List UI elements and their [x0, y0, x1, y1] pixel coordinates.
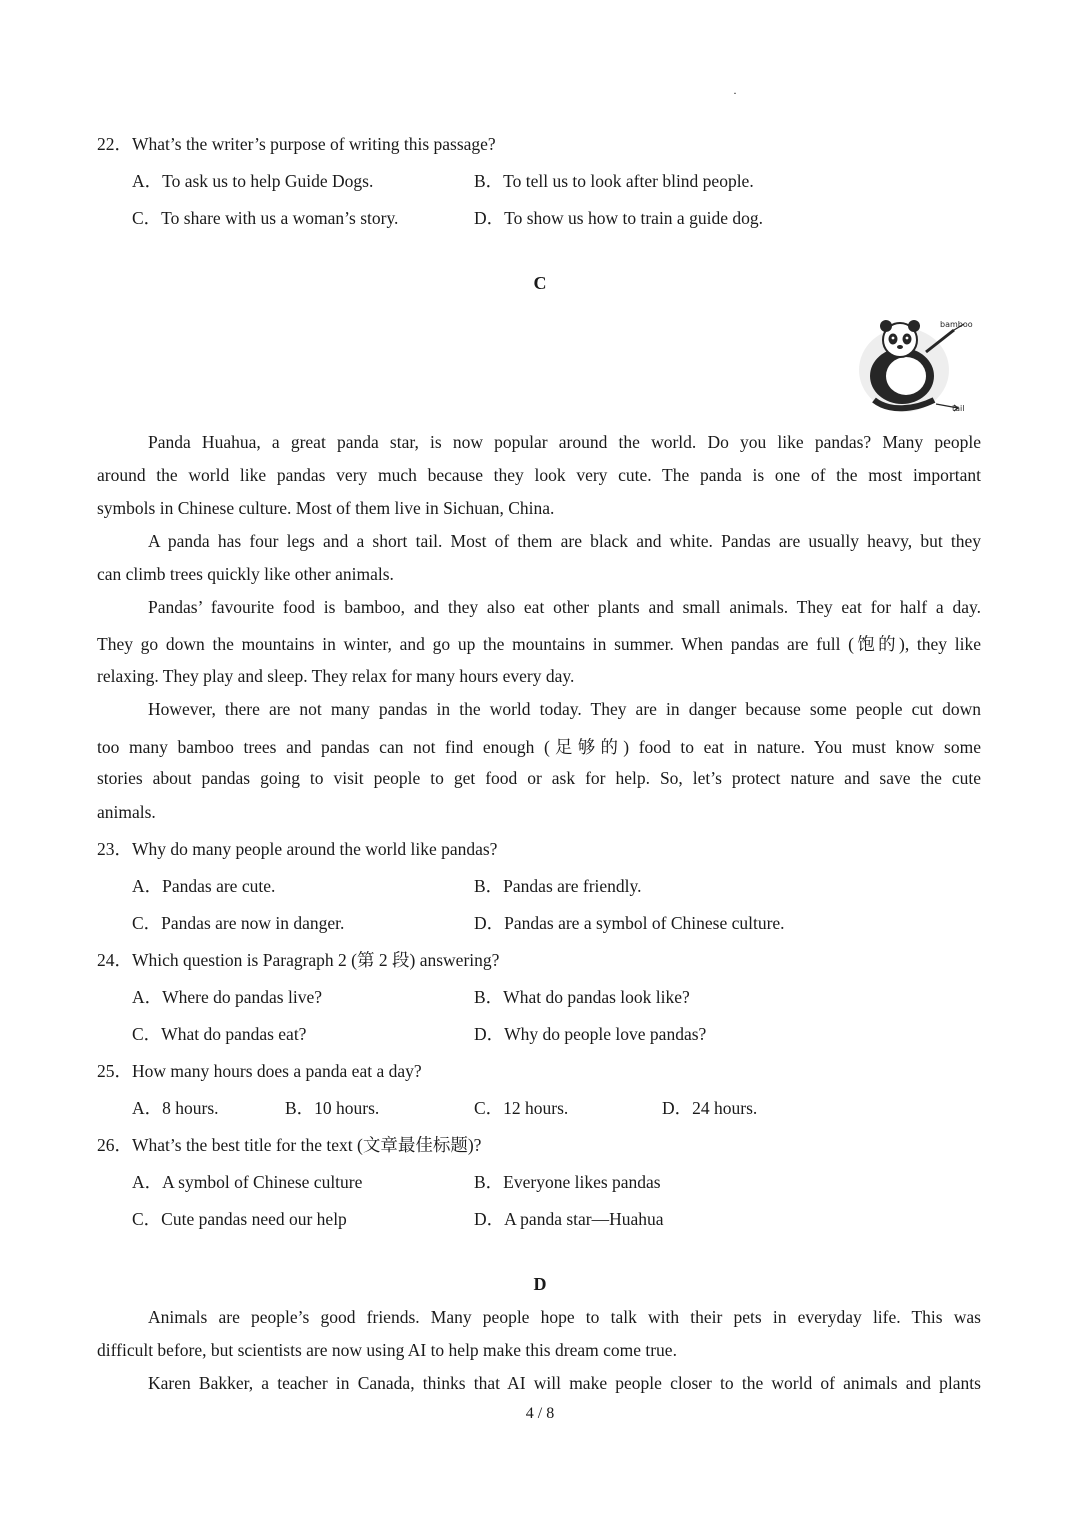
q24-option-b: B．What do pandas look like?	[474, 987, 690, 1007]
tail-label: tail	[952, 404, 965, 413]
q22-option-d: D．To show us how to train a guide dog.	[474, 208, 763, 228]
page-number: 4 / 8	[525, 1405, 555, 1422]
q23-option-d: D．Pandas are a symbol of Chinese culture.	[474, 913, 785, 933]
section-c-paragraph-2-line-1: A panda has four legs and a short tail. Most of them are black and white. Pandas are usually heavy, but they	[148, 531, 981, 551]
q25-option-c: C．12 hours.	[474, 1098, 569, 1118]
section-d-paragraph-2-line-1: Karen Bakker, a teacher in Canada, thinks that AI will make people closer to the world of animals and plants	[148, 1373, 981, 1393]
section-c-paragraph-1-line-3: symbols in Chinese culture. Most of them live in Sichuan, China.	[97, 498, 555, 518]
q23-option-b: B．Pandas are friendly.	[474, 876, 642, 896]
section-c-paragraph-4-line-2: too many bamboo trees and pandas can not find enough (足够的) food to eat in nature. You must know some	[97, 737, 981, 757]
section-c-paragraph-3-line-2: They go down the mountains in winter, and go up the mountains in summer. When pandas are full (饱的), they like	[97, 634, 981, 654]
q22-option-c: C．To share with us a woman’s story.	[132, 208, 399, 228]
section-c-paragraph-3-line-1: Pandas’ favourite food is bamboo, and they also eat other plants and small animals. They eat for half a day.	[148, 597, 981, 617]
q24-option-d: D．Why do people love pandas?	[474, 1024, 707, 1044]
q24-option-a: A．Where do pandas live?	[132, 987, 322, 1007]
q23-option-a: A．Pandas are cute.	[132, 876, 276, 896]
question-23: 23．Why do many people around the world like pandas?	[97, 839, 498, 859]
section-c-heading: C	[533, 273, 547, 293]
q23-option-c: C．Pandas are now in danger.	[132, 913, 345, 933]
question-22: 22．What’s the writer’s purpose of writing this passage?	[97, 134, 496, 154]
q24-option-c: C．What do pandas eat?	[132, 1024, 307, 1044]
q26-option-c: C．Cute pandas need our help	[132, 1209, 347, 1229]
question-26: 26．What’s the best title for the text (文章最佳标题)?	[97, 1135, 482, 1155]
stray-mark: ·	[733, 86, 737, 100]
q25-option-d: D．24 hours.	[662, 1098, 758, 1118]
question-25: 25．How many hours does a panda eat a day?	[97, 1061, 422, 1081]
q25-option-b: B．10 hours.	[285, 1098, 380, 1118]
section-d-heading: D	[533, 1274, 547, 1294]
q22-option-b: B．To tell us to look after blind people.	[474, 171, 754, 191]
q25-option-a: A．8 hours.	[132, 1098, 219, 1118]
q26-option-b: B．Everyone likes pandas	[474, 1172, 661, 1192]
section-c-paragraph-1-line-1: Panda Huahua, a great panda star, is now popular around the world. Do you like pandas? Many people	[148, 432, 981, 452]
panda-illustration	[854, 312, 976, 416]
section-c-paragraph-4-line-1: However, there are not many pandas in the world today. They are in danger because some people cut down	[148, 699, 981, 719]
q22-option-a: A．To ask us to help Guide Dogs.	[132, 171, 374, 191]
section-c-paragraph-1-line-2: around the world like pandas very much because they look very cute. The panda is one of the most important	[97, 465, 981, 485]
section-c-paragraph-4-line-3: stories about pandas going to visit people to get food or ask for help. So, let’s protect nature and save the cute	[97, 768, 981, 788]
section-c-paragraph-4-line-4: animals.	[97, 802, 156, 822]
question-24: 24．Which question is Paragraph 2 (第 2 段) answering?	[97, 950, 500, 970]
section-c-paragraph-2-line-2: can climb trees quickly like other animals.	[97, 564, 394, 584]
section-c-paragraph-3-line-3: relaxing. They play and sleep. They relax for many hours every day.	[97, 666, 575, 686]
bamboo-label: bamboo	[940, 320, 973, 329]
section-d-paragraph-1-line-2: difficult before, but scientists are now using AI to help make this dream come true.	[97, 1340, 677, 1360]
q26-option-d: D．A panda star—Huahua	[474, 1209, 664, 1229]
section-d-paragraph-1-line-1: Animals are people’s good friends. Many people hope to talk with their pets in everyday life. This was	[148, 1307, 981, 1327]
q26-option-a: A．A symbol of Chinese culture	[132, 1172, 363, 1192]
